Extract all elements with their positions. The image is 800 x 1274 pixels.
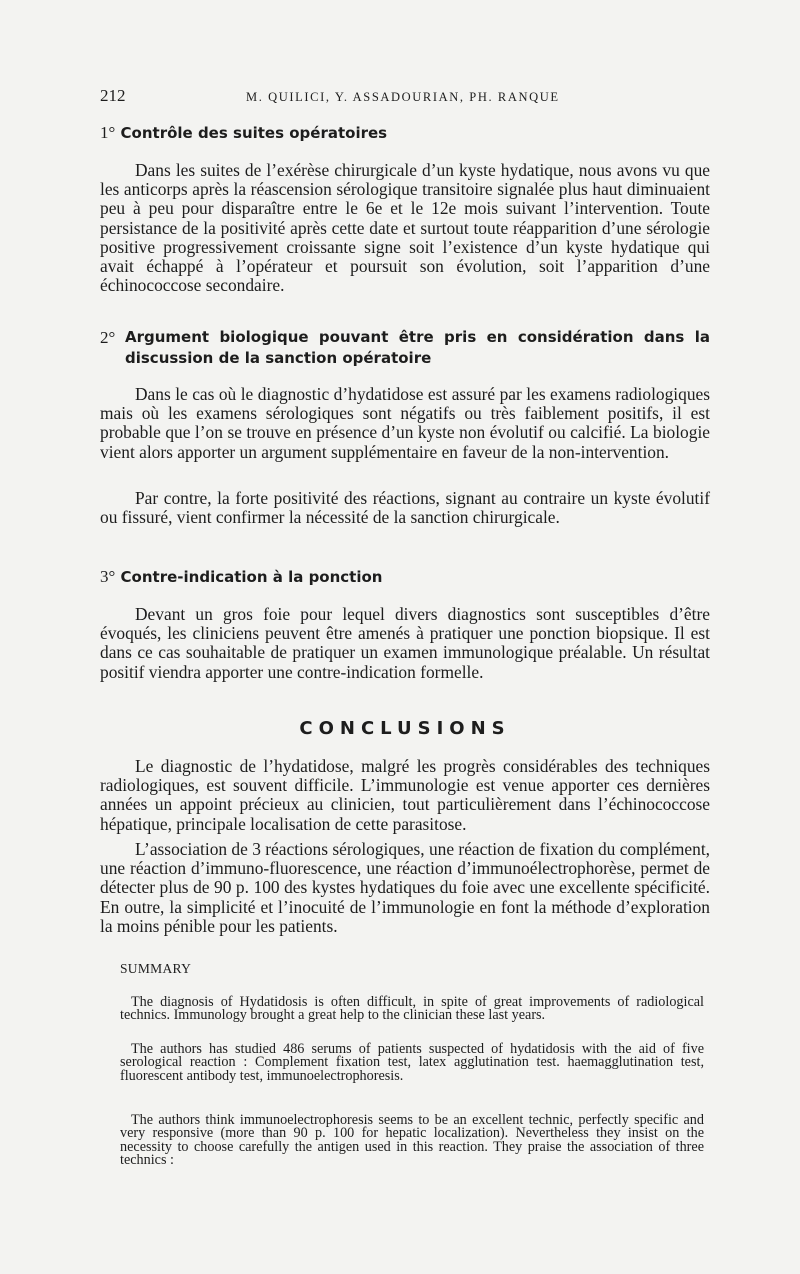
conclusions-heading: CONCLUSIONS	[299, 718, 511, 739]
paragraph: Le diagnostic de l’hydatidose, malgré les progrès considérables des techniques radiologiques, est souvent difficile. L’immunologie est venue apporter ces dernières années un appoint précieux au clinicien, tout particulièrement dans l’échinococcose hépatique, principale localisation de cette parasitose.	[100, 756, 710, 834]
running-head-authors: M. QUILICI, Y. ASSADOURIAN, PH. RANQUE	[246, 90, 560, 104]
section-2-heading	[100, 327, 710, 369]
summary-heading: SUMMARY	[120, 961, 192, 976]
section-number: 1°	[100, 123, 116, 142]
section-number: 2°	[100, 328, 116, 347]
paragraph: L’association de 3 réactions sérologiques, une réaction de fixation du complément, une réaction d’immuno-fluorescence, une réaction d’immunoélectrophorèse, permet de détecter plus de 90 p. 100 des kystes hydatiques du foie avec une excellente spécificité. En outre, la simplicité et l’inocuité de l’immunologie en font la méthode d’exploration la moins pénible pour les patients.	[100, 839, 711, 936]
section-1-heading	[100, 122, 387, 144]
summary-paragraph: The diagnosis of Hydatidosis is often difficult, in spite of great improvements of radiological technics. Immunology brought a great help to the clinician these last years.	[120, 994, 704, 1024]
summary-paragraph: The authors think immunoelectrophoresis seems to be an excellent technic, perfectly specific and very responsive (more than 90 p. 100 for hepatic localization). Nevertheless they insist on the necessity to choose carefully the antigen used in this reaction. They praise the association of three technics :	[120, 1112, 704, 1168]
section-title: Argument biologique pouvant être pris en considération dans la discussion de la sanction opératoire	[125, 328, 710, 367]
section-title: Contrôle des suites opératoires	[120, 124, 388, 142]
running-header	[100, 86, 710, 110]
section-3-heading	[100, 566, 382, 588]
paragraph: Par contre, la forte positivité des réactions, signant au contraire un kyste évolutif ou fissuré, vient confirmer la nécessité de la sanction chirurgicale.	[100, 488, 710, 528]
paragraph: Devant un gros foie pour lequel divers diagnostics sont susceptibles d’être évoqués, les cliniciens peuvent être amenés à pratiquer une ponction biopsique. Il est dans ce cas souhaitable de pratiquer un examen immunologique préalable. Un résultat positif viendra apporter une contre-indication formelle.	[100, 604, 710, 682]
section-title: Contre-indication à la ponction	[120, 568, 383, 586]
summary-paragraph: The authors has studied 486 serums of patients suspected of hydatidosis with the aid of five serological reaction : Complement fixation test, latex agglutination test. haemagglutination test, fluorescent antibody test, immunoelectrophoresis.	[120, 1041, 704, 1084]
paragraph: Dans les suites de l’exérèse chirurgicale d’un kyste hydatique, nous avons vu que les anticorps après la réascension sérologique transitoire signalée plus haut diminuaient peu à peu pour disparaître entre le 6e et le 12e mois suivant l’intervention. Toute persistance de la positivité après cette date et surtout toute réapparition d’une sérologie positive progressivement croissante signe soit l’existence d’un kyste hydatique qui avait échappé à l’opérateur et poursuit son évolution, soit l’apparition d’une échinococcose secondaire.	[100, 160, 710, 296]
paragraph: Dans le cas où le diagnostic d’hydatidose est assuré par les examens radiologiques mais où les examens sérologiques sont négatifs ou très faiblement positifs, il est probable que l’on se trouve en présence d’un kyste non évolutif ou calcifié. La biologie vient alors apporter un argument supplémentaire en faveur de la non-intervention.	[100, 384, 710, 462]
page-number: 212	[100, 86, 126, 105]
section-number: 3°	[100, 567, 116, 586]
